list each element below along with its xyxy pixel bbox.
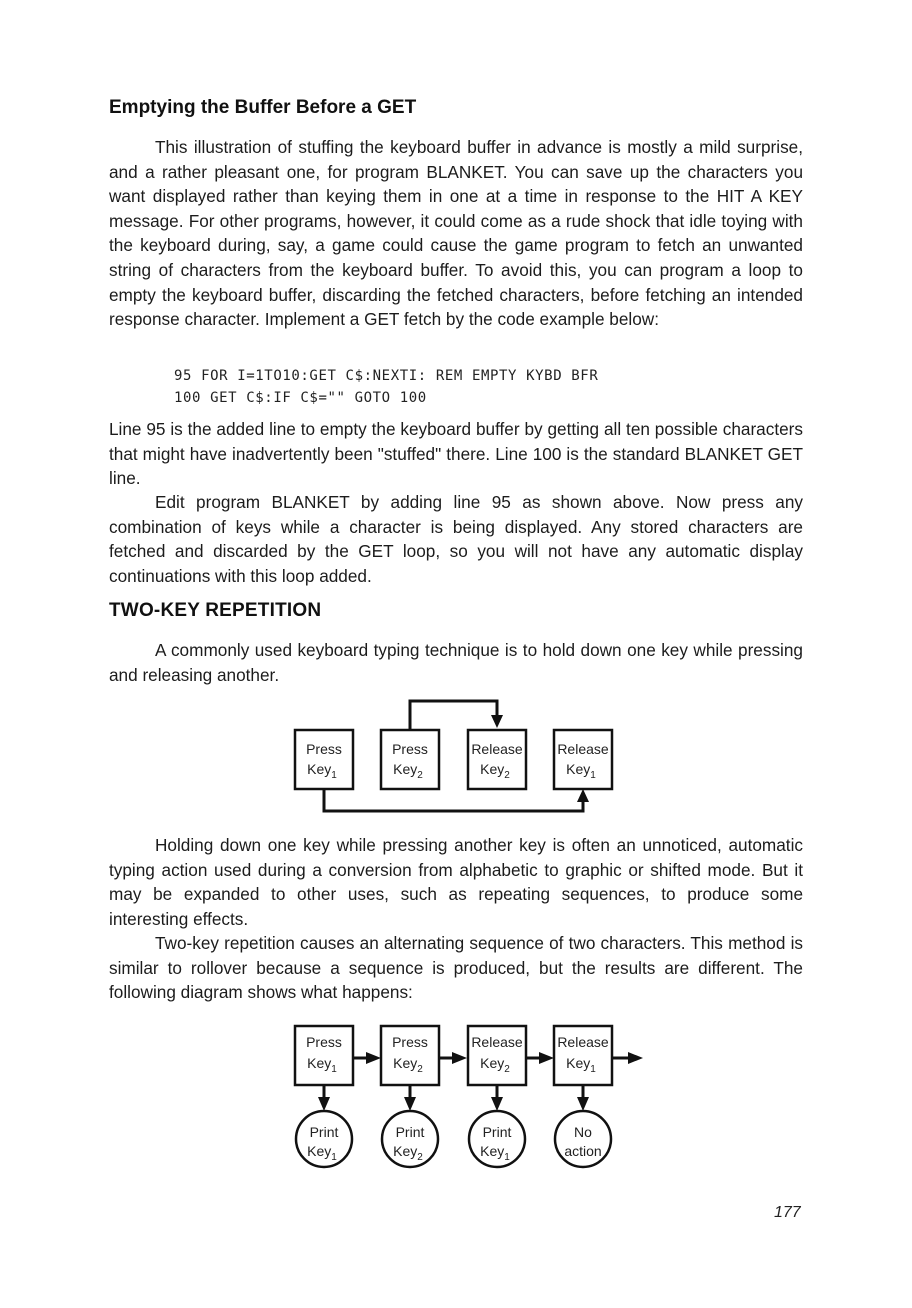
diagram-two-key-sequence [0, 1020, 912, 1170]
svg-text:Release: Release [557, 1034, 609, 1050]
d2-circle-no-action [555, 1111, 611, 1167]
svg-text:Key1: Key$_1$ [307, 761, 337, 781]
paragraph-buffer-intro: This illustration of stuffing the keyboard buffer in advance is mostly a mild surprise, and a rather pleasant one, for program BLANKET. You can save up the characters you want displayed rather than keying them in one at a time in response to the HIT A KEY message. For other programs, however, it could come as a rude shock that idle toying with the keyboard during, say, a game could cause the game program to fetch an unwanted string of characters from the keyboard buffer. To avoid this, you can program a loop to empty the keyboard buffer, discarding the fetched characters, before fetching an intended response character. Implement a GET fetch by the code example below: [109, 137, 803, 330]
svg-text:Key1: Key$_1$ [566, 1055, 596, 1075]
svg-text:Key2: Key$_2$ [393, 1143, 423, 1163]
d2-box-press-key2 [381, 1026, 439, 1085]
d1-box-press-key2 [381, 730, 439, 789]
code-line-95: 95 FOR I=1TO10:GET C$:NEXTI: REM EMPTY KYBD BFR [174, 368, 599, 384]
code-line-100: 100 GET C$:IF C$="" GOTO 100 [174, 390, 427, 406]
svg-text:No: No [574, 1124, 592, 1140]
svg-text:Key1: Key$_1$ [307, 1055, 337, 1075]
paragraph-holding-key: Holding down one key while pressing another key is often an unnoticed, automatic typing action used during a conversion from alphabetic to graphic or shifted mode. But it may be expanded to other uses, such as repeating sequences, to produce some interesting effects. [109, 835, 803, 929]
svg-text:Key2: Key$_2$ [393, 761, 423, 781]
svg-text:Key2: Key$_2$ [480, 1055, 510, 1075]
d1-box-release-key1 [554, 730, 612, 789]
svg-text:Press: Press [392, 1034, 428, 1050]
svg-text:Key1: Key$_1$ [480, 1143, 510, 1163]
d2-box-release-key1 [554, 1026, 612, 1085]
d2-circle-print-key1 [296, 1111, 352, 1167]
d2-circle-print-key1-again [469, 1111, 525, 1167]
diagram-two-key-hold [0, 690, 912, 820]
svg-text:Key1: Key$_1$ [307, 1143, 337, 1163]
svg-text:action: action [564, 1143, 602, 1159]
svg-text:Release: Release [471, 741, 523, 757]
svg-text:Release: Release [471, 1034, 523, 1050]
paragraph-line95-explanation: Line 95 is the added line to empty the keyboard buffer by getting all ten possible characters that might have inadvertently been "stuffed" there. Line 100 is the standard BLANKET GET line. [109, 419, 803, 489]
d1-box-press-key1 [295, 730, 353, 789]
d2-box-release-key2 [468, 1026, 526, 1085]
d1-box-release-key2 [468, 730, 526, 789]
svg-text:Key2: Key$_2$ [393, 1055, 423, 1075]
section-heading-emptying-buffer: Emptying the Buffer Before a GET [109, 97, 417, 118]
svg-text:Press: Press [306, 1034, 342, 1050]
svg-text:Print: Print [482, 1124, 512, 1140]
svg-text:Press: Press [392, 741, 428, 757]
svg-text:Print: Print [309, 1124, 339, 1140]
svg-text:Print: Print [395, 1124, 425, 1140]
section-heading-two-key-repetition: TWO-KEY REPETITION [109, 600, 322, 621]
paragraph-alternating-sequence: Two-key repetition causes an alternating sequence of two characters. This method is similar to rollover because a sequence is produced, but the results are different. The following diagram shows what happens: [109, 933, 803, 1003]
d2-box-press-key1 [295, 1026, 353, 1085]
paragraph-edit-blanket: Edit program BLANKET by adding line 95 as shown above. Now press any combination of keys while a character is being displayed. Any stored characters are fetched and discarded by the GET loop, so you will not have any automatic display continuations with this loop added. [109, 492, 803, 586]
svg-text:Key2: Key$_2$ [480, 761, 510, 781]
svg-text:Release: Release [557, 741, 609, 757]
svg-text:Press: Press [306, 741, 342, 757]
page-number: 177 [774, 1204, 801, 1221]
svg-text:Key1: Key$_1$ [566, 761, 596, 781]
d2-circle-print-key2 [382, 1111, 438, 1167]
paragraph-two-key-intro: A commonly used keyboard typing technique is to hold down one key while pressing and releasing another. [109, 640, 803, 685]
